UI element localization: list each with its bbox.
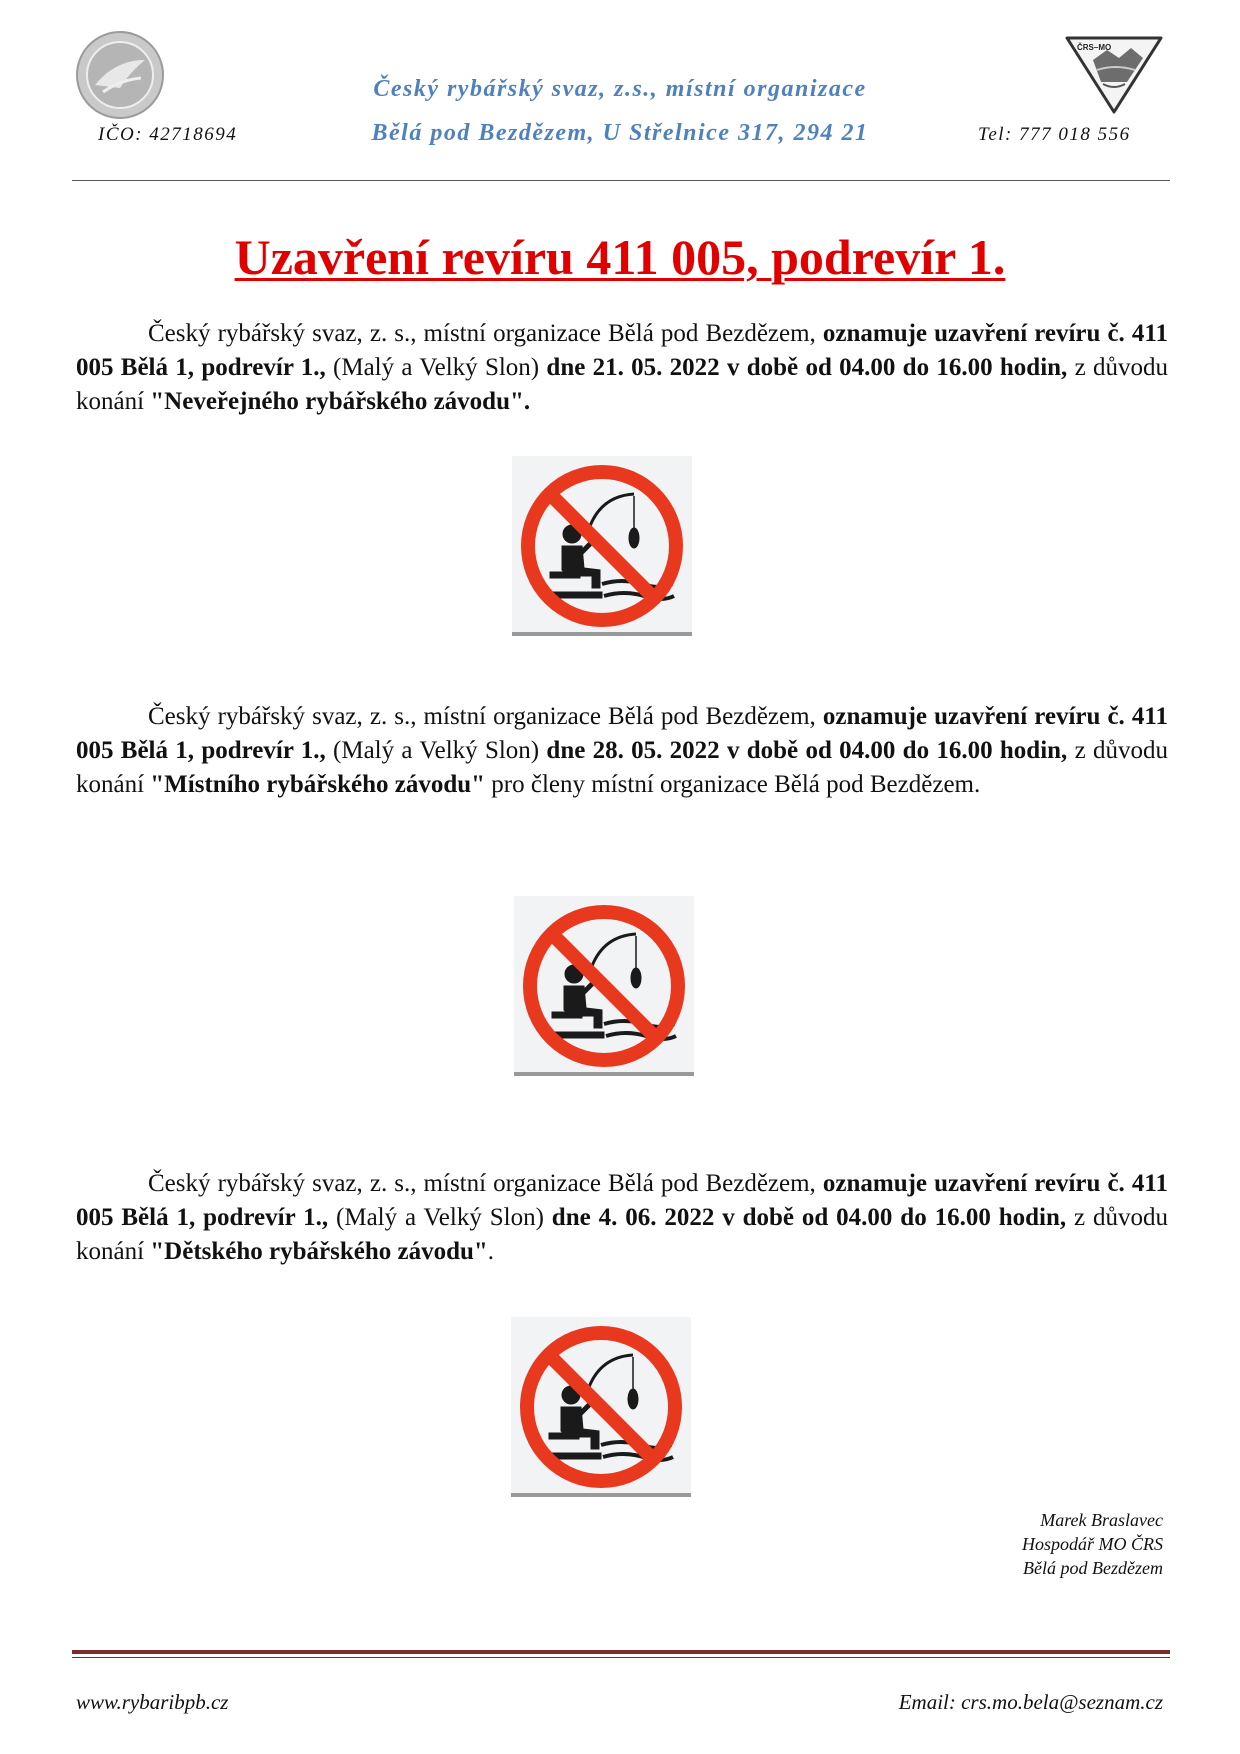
no-fishing-sign-icon	[512, 456, 692, 636]
emblem-text: ČRS–MO	[1077, 43, 1112, 52]
page-title: Uzavření revíru 411 005, podrevír 1.	[234, 229, 1006, 285]
club-seal-logo-icon	[75, 30, 165, 120]
header-divider	[72, 180, 1170, 181]
organization-address: Bělá pod Bezdězem, U Střelnice 317, 294 21	[371, 120, 869, 146]
signatory-name: Marek Braslavec	[1040, 1510, 1163, 1530]
announcement-paragraph-3: Český rybářský svaz, z. s., místní organizace Bělá pod Bezdězem, oznamuje uzavření revíru č. 411 005 Bělá 1, podrevír 1., (Malý a Velký Slon) dne 4. 06. 2022 v době od 04.00 do 16.00 hodin, z důvodu konání "Dětského rybářského závodu".	[76, 1170, 1168, 1265]
footer-divider-thin	[72, 1657, 1170, 1658]
footer-divider	[72, 1650, 1170, 1654]
signatory-place: Bělá pod Bezdězem	[1023, 1558, 1163, 1578]
website-link[interactable]: www.rybaribpb.cz	[76, 1690, 229, 1714]
signatory-role: Hospodář MO ČRS	[1021, 1534, 1163, 1554]
email-contact[interactable]: Email: crs.mo.bela@seznam.cz	[898, 1690, 1163, 1714]
phone-number: Tel: 777 018 556	[978, 124, 1131, 145]
crs-mo-emblem-icon	[1063, 30, 1165, 116]
organization-name: Český rybářský svaz, z.s., místní organizace	[373, 76, 867, 102]
announcement-paragraph-1: Český rybářský svaz, z. s., místní organizace Bělá pod Bezdězem, oznamuje uzavření revíru č. 411 005 Bělá 1, podrevír 1., (Malý a Velký Slon) dne 21. 05. 2022 v době od 04.00 do 16.00 hodin, z důvodu konání "Neveřejného rybářského závodu".	[76, 320, 1168, 415]
announcement-paragraph-2: Český rybářský svaz, z. s., místní organizace Bělá pod Bezdězem, oznamuje uzavření revíru č. 411 005 Bělá 1, podrevír 1., (Malý a Velký Slon) dne 28. 05. 2022 v době od 04.00 do 16.00 hodin, z důvodu konání "Místního rybářského závodu" pro členy místní organizace Bělá pod Bezdězem.	[76, 703, 1168, 798]
signature-block	[1022, 1508, 1163, 1580]
no-fishing-sign-icon	[511, 1317, 691, 1497]
no-fishing-sign-icon	[514, 896, 694, 1076]
ico-number: IČO: 42718694	[98, 124, 238, 145]
